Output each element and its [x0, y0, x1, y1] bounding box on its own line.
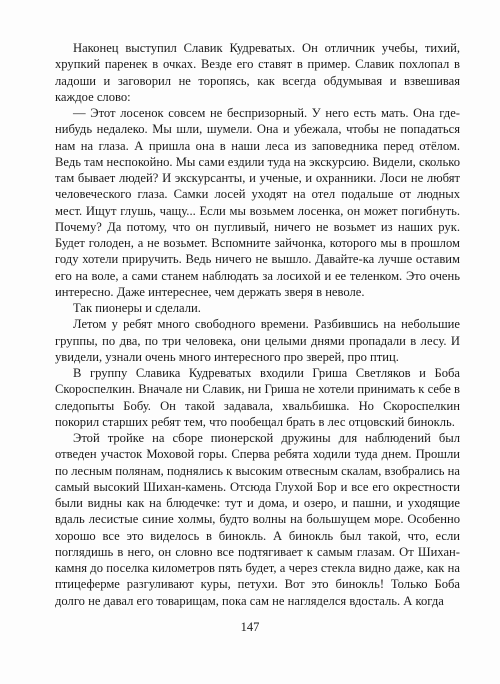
- page-number: 147: [240, 620, 260, 634]
- paragraph-4: Летом у ребят много свободного времени. Разбившись на небольшие группы, по два, по три человека, они целыми днями пропадали в лесу. И увидели, узнали очень много интересного про зверей, про птиц.: [55, 317, 460, 364]
- paragraph-6: Этой тройке на сборе пионерской дружины для наблюдений был отведен участок Моховой горы. Сперва ребята ходили туда днем. Прошли по лесным полянам, поднялись к высоким отвесным скалам, взобрались на самый высокий Шихан-камень. Отсюда Глухой Бор и все его окрестности были видны как на блюдечке: тут и дома, и озеро, и пашни, и уходящие вдаль лесистые синие холмы, будто волны на большущем море. Особенно хорошо все это виделось в бинокль. А бинокль был такой, что, если поглядишь в него, он словно все подтягивает к самым глазам. От Шихан-камня до поселка километров пять будет, а через стекла видно даже, как на птицеферме разгуливают куры, петухи. Вот это бинокль! Только Боба долго не давал его товарищам, пока сам не нагляделся вдосталь. А когда: [55, 431, 460, 608]
- paragraph-3: Так пионеры и сделали.: [73, 301, 201, 315]
- paragraph-5: В группу Славика Кудреватых входили Гриша Светляков и Боба Скороспелкин. Вначале ни Славик, ни Гриша не хотели принимать к себе в следопыты Бобу. Он такой задавала, хвальбишка. Но Скороспелкин покорил старших ребят тем, что пообещал брать в лес отцовский бинокль.: [55, 366, 460, 429]
- page-text: [55, 40, 460, 609]
- paragraph-2: — Этот лосенок совсем не беспризорный. У него есть мать. Она где-нибудь недалеко. Мы шли, шумели. Она и убежала, чтобы не попадаться нам на глаза. А пришла она в наши леса из заповедника перед отёлом. Ведь там неспокойно. Мы сами ездили туда на экскурсию. Видели, сколько там бывает людей? И экскурсанты, и ученые, и охранники. Лоси не любят человеческого глаза. Самки лосей уходят на отел подальше от людных мест. Ищут глушь, чащу... Если мы возьмем лосенка, он может погибнуть. Почему? Да потому, что он пугливый, ничего не возьмет из наших рук. Будет голоден, а не возьмет. Вспомните зайчонка, которого мы в прошлом году хотели приручить. Ведь ничего не вышло. Давайте-ка лучше оставим его на воле, а сами станем наблюдать за лосихой и ее теленком. Это очень интересно. Даже интереснее, чем держать зверя в неволе.: [55, 106, 460, 299]
- paragraph-1: Наконец выступил Славик Кудреватых. Он отличник учебы, тихий, хрупкий паренек в очках. Везде его ставят в пример. Славик похлопал в ладоши и заговорил не торопясь, как всегда обдумывая и взвешивая каждое слово:: [55, 41, 460, 104]
